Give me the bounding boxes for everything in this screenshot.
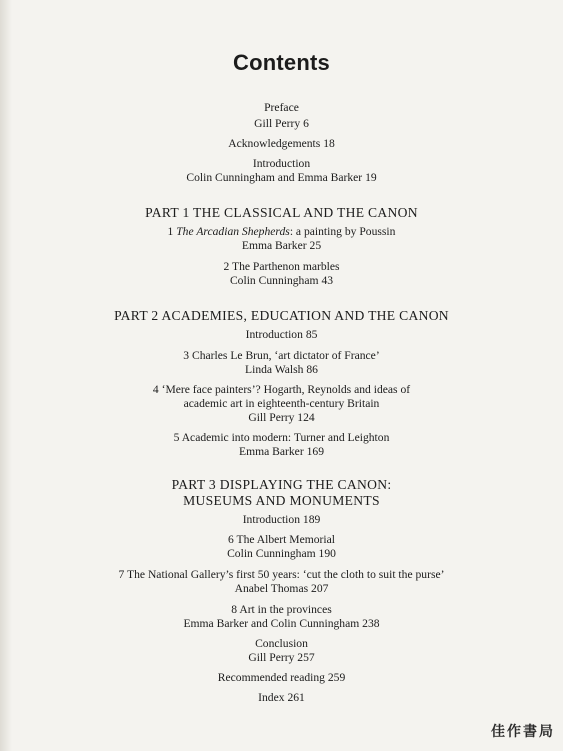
part-3-heading-cont: MUSEUMS AND MONUMENTS [183,493,380,508]
chapter-1-entry [0,239,563,253]
chapter-1-number: 1 [167,225,174,238]
chapter-7-author: Anabel Thomas [234,582,309,595]
preface-label: Preface [264,101,299,114]
acknowledgements-entry [0,137,563,151]
chapter-4-title-text: ‘Mere face painters’? Hogarth, Reynolds and ideas of [161,383,411,396]
chapter-7-page: 207 [311,582,329,595]
chapter-2-author: Colin Cunningham [229,274,319,287]
chapter-6-title [0,533,563,547]
chapter-2-entry [0,274,563,288]
watermark-text: 佳作書局 [491,724,555,740]
chapter-3-number: 3 [183,349,190,362]
recommended-reading-entry [0,671,563,685]
chapter-8-title [0,603,563,617]
conclusion-label: Conclusion [255,637,308,650]
chapter-6-entry [0,547,563,561]
part-3-heading: PART 3 DISPLAYING THE CANON: [171,477,392,492]
chapter-4-title-cont: academic art in eighteenth-century Britain [183,397,380,410]
chapter-5-author: Emma Barker [238,445,304,458]
chapter-8-page: 238 [362,617,380,630]
chapter-2-page: 43 [321,274,334,287]
acknowledgements-page: 18 [323,137,335,150]
chapter-3-title [0,349,563,363]
part-1-heading: PART 1 THE CLASSICAL AND THE CANON [145,205,418,220]
preface-page: 6 [303,117,309,130]
chapter-1-title-rest: : a painting by Poussin [289,225,396,238]
chapter-1-page: 25 [309,239,322,252]
chapter-7-entry [0,582,563,596]
chapter-1-title [0,225,563,239]
chapter-6-author: Colin Cunningham [227,547,316,560]
introduction-label: Introduction [252,157,311,170]
chapter-1-author: Emma Barker [241,239,307,252]
part-2-intro-label: Introduction [245,328,303,341]
conclusion-page: 257 [297,651,315,664]
chapter-7-number: 7 [118,568,125,581]
introduction-author: Colin Cunningham and Emma Barker [186,171,363,184]
part-2-heading: PART 2 ACADEMIES, EDUCATION AND THE CANON [114,308,449,323]
chapter-7-title-text: The National Gallery’s first 50 years: ‘cut the cloth to suit the purse’ [127,568,445,581]
chapter-8-number: 8 [231,603,238,616]
chapter-3-entry [0,363,563,377]
acknowledgements-label: Acknowledgements [228,137,321,150]
chapter-4-author: Gill Perry [248,411,295,424]
chapter-4-entry [0,411,563,425]
chapter-4-number: 4 [152,383,159,396]
page-title: Contents [233,50,330,75]
recommended-reading-label: Recommended reading [217,671,325,684]
preface-entry [0,117,563,131]
introduction-page: 19 [365,171,377,184]
chapter-7-title [0,568,563,582]
recommended-reading-page: 259 [327,671,346,684]
conclusion-author: Gill Perry [248,651,295,664]
chapter-5-title-text: Academic into modern: Turner and Leighton [181,431,390,444]
chapter-3-author: Linda Walsh [245,363,304,376]
index-entry [0,691,563,705]
chapter-3-page: 86 [306,363,318,376]
chapter-2-title-text: The Parthenon marbles [231,260,340,273]
chapter-3-title-text: Charles Le Brun, ‘art dictator of France’ [192,349,380,362]
chapter-2-number: 2 [223,260,230,273]
chapter-5-number: 5 [173,431,180,444]
conclusion-entry [0,651,563,665]
chapter-8-author: Emma Barker and Colin Cunningham [183,617,360,630]
chapter-4-title [0,383,563,397]
part-3-intro [0,513,563,527]
chapter-5-page: 169 [306,445,324,458]
chapter-5-title [0,431,563,445]
chapter-8-title-text: Art in the provinces [239,603,332,616]
chapter-2-title [0,260,563,274]
index-label: Index [258,691,285,704]
chapter-5-entry [0,445,563,459]
part-3-intro-label: Introduction [242,513,300,526]
part-3-intro-page: 189 [302,513,321,526]
chapter-6-page: 190 [318,547,336,560]
index-page: 261 [287,691,305,704]
preface-author: Gill Perry [254,117,301,130]
chapter-4-page: 124 [297,411,315,424]
chapter-6-title-text: The Albert Memorial [236,533,336,546]
chapter-8-entry [0,617,563,631]
part-2-intro [0,328,563,342]
part-2-intro-page: 85 [305,328,318,341]
introduction-entry [0,171,563,185]
chapter-1-title-italic: The Arcadian Shepherds [176,225,290,238]
chapter-6-number: 6 [227,533,234,546]
